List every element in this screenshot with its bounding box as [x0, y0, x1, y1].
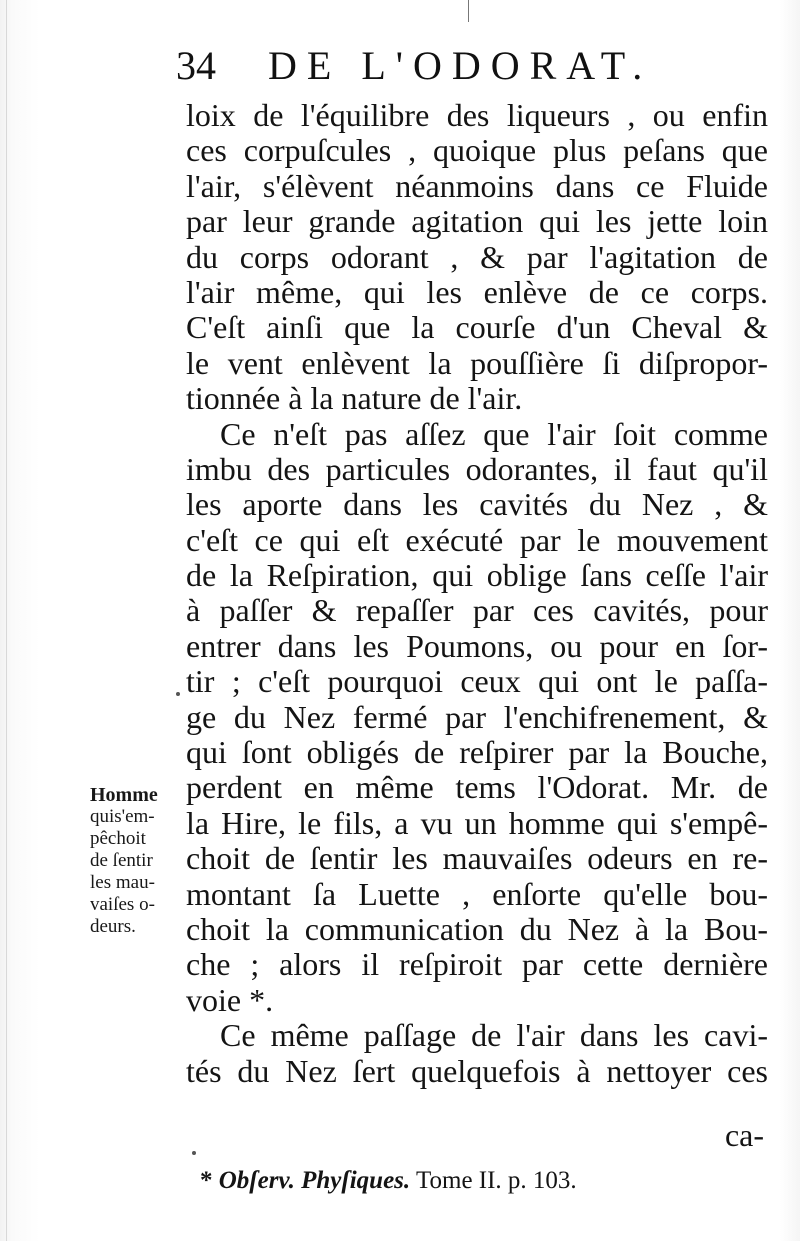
marginal-note — [90, 784, 182, 938]
text-line: Ce même paſſage de l'air dans les cavi- — [220, 1018, 768, 1054]
marginal-note-line: pêchoit — [90, 828, 146, 849]
catchword: ca- — [724, 1117, 764, 1153]
marginal-note-line: vaiſes o- — [90, 894, 155, 915]
footnote — [200, 1166, 577, 1196]
ink-speck — [192, 1151, 196, 1155]
gutter-mark — [468, 0, 469, 22]
text-line: la Hire, le fils, a vu un homme qui s'empê- — [186, 805, 768, 841]
text-line: l'air même, qui les enlève de ce corps. — [186, 274, 768, 310]
text-line: che ; alors il reſpiroit par cette dernière — [186, 947, 768, 983]
text-line: tés du Nez ſert quelquefois à nettoyer ces — [186, 1053, 768, 1089]
text-line: loix de l'équilibre des liqueurs , ou enfin — [186, 98, 768, 133]
ink-speck — [176, 692, 180, 696]
text-line: imbu des particules odorantes, il faut qu'il — [186, 451, 768, 487]
running-head: DE L'ODORAT. — [268, 43, 653, 88]
footnote-reference: Tome II. p. 103. — [415, 1167, 577, 1194]
text-line: perdent en même tems l'Odorat. Mr. de — [186, 770, 768, 806]
text-line: par leur grande agitation qui les jette loin — [186, 204, 768, 240]
text-line: de la Reſpiration, qui oblige ſans ceſſe l'air — [186, 558, 768, 594]
text-line: choit de ſentir les mauvaiſes odeurs en re- — [186, 841, 768, 877]
footnote-mark: * — [200, 1167, 213, 1194]
marginal-note-line: deurs. — [90, 916, 136, 937]
text-line: qui ſont obligés de reſpirer par la Bouche, — [186, 735, 768, 771]
text-line: C'eſt ainſi que la courſe d'un Cheval & — [186, 310, 768, 346]
text-line: le vent enlèvent la pouſſière ſi diſpropor- — [186, 345, 768, 381]
text-line: les aporte dans les cavités du Nez , & — [186, 487, 768, 523]
text-line: voie *. — [186, 982, 274, 1018]
text-line: ge du Nez fermé par l'enchifrenement, & — [186, 699, 768, 735]
page-header — [176, 40, 776, 92]
page-number: 34 — [176, 43, 216, 88]
text-line: tionnée à la nature de l'air. — [186, 381, 523, 417]
marginal-note-line: les mau- — [90, 872, 155, 893]
main-text — [186, 98, 768, 1089]
footnote-source: Obſerv. Phyſiques. — [218, 1167, 411, 1194]
marginal-note-line: Homme — [90, 784, 158, 806]
text-line: du corps odorant , & par l'agitation de — [186, 239, 768, 275]
text-line: choit la communication du Nez à la Bou- — [186, 911, 768, 947]
marginal-note-line: quis'em- — [90, 806, 155, 827]
text-line: à paſſer & repaſſer par ces cavités, pour — [186, 593, 768, 629]
text-line: l'air, s'élèvent néanmoins dans ce Fluide — [186, 168, 768, 204]
text-line: c'eſt ce qui eſt exécuté par le mouvement — [186, 522, 768, 558]
text-line: Ce n'eſt pas aſſez que l'air ſoit comme — [220, 416, 768, 452]
text-line: ces corpuſcules , quoique plus peſans que — [186, 133, 768, 169]
text-line: tir ; c'eſt pourquoi ceux qui ont le paſſa- — [186, 664, 768, 700]
text-line: montant ſa Luette , enſorte qu'elle bou- — [186, 876, 768, 912]
text-line: entrer dans les Poumons, ou pour en ſor- — [186, 628, 768, 664]
page-edge — [6, 0, 7, 1241]
marginal-note-line: de ſentir — [90, 850, 153, 871]
